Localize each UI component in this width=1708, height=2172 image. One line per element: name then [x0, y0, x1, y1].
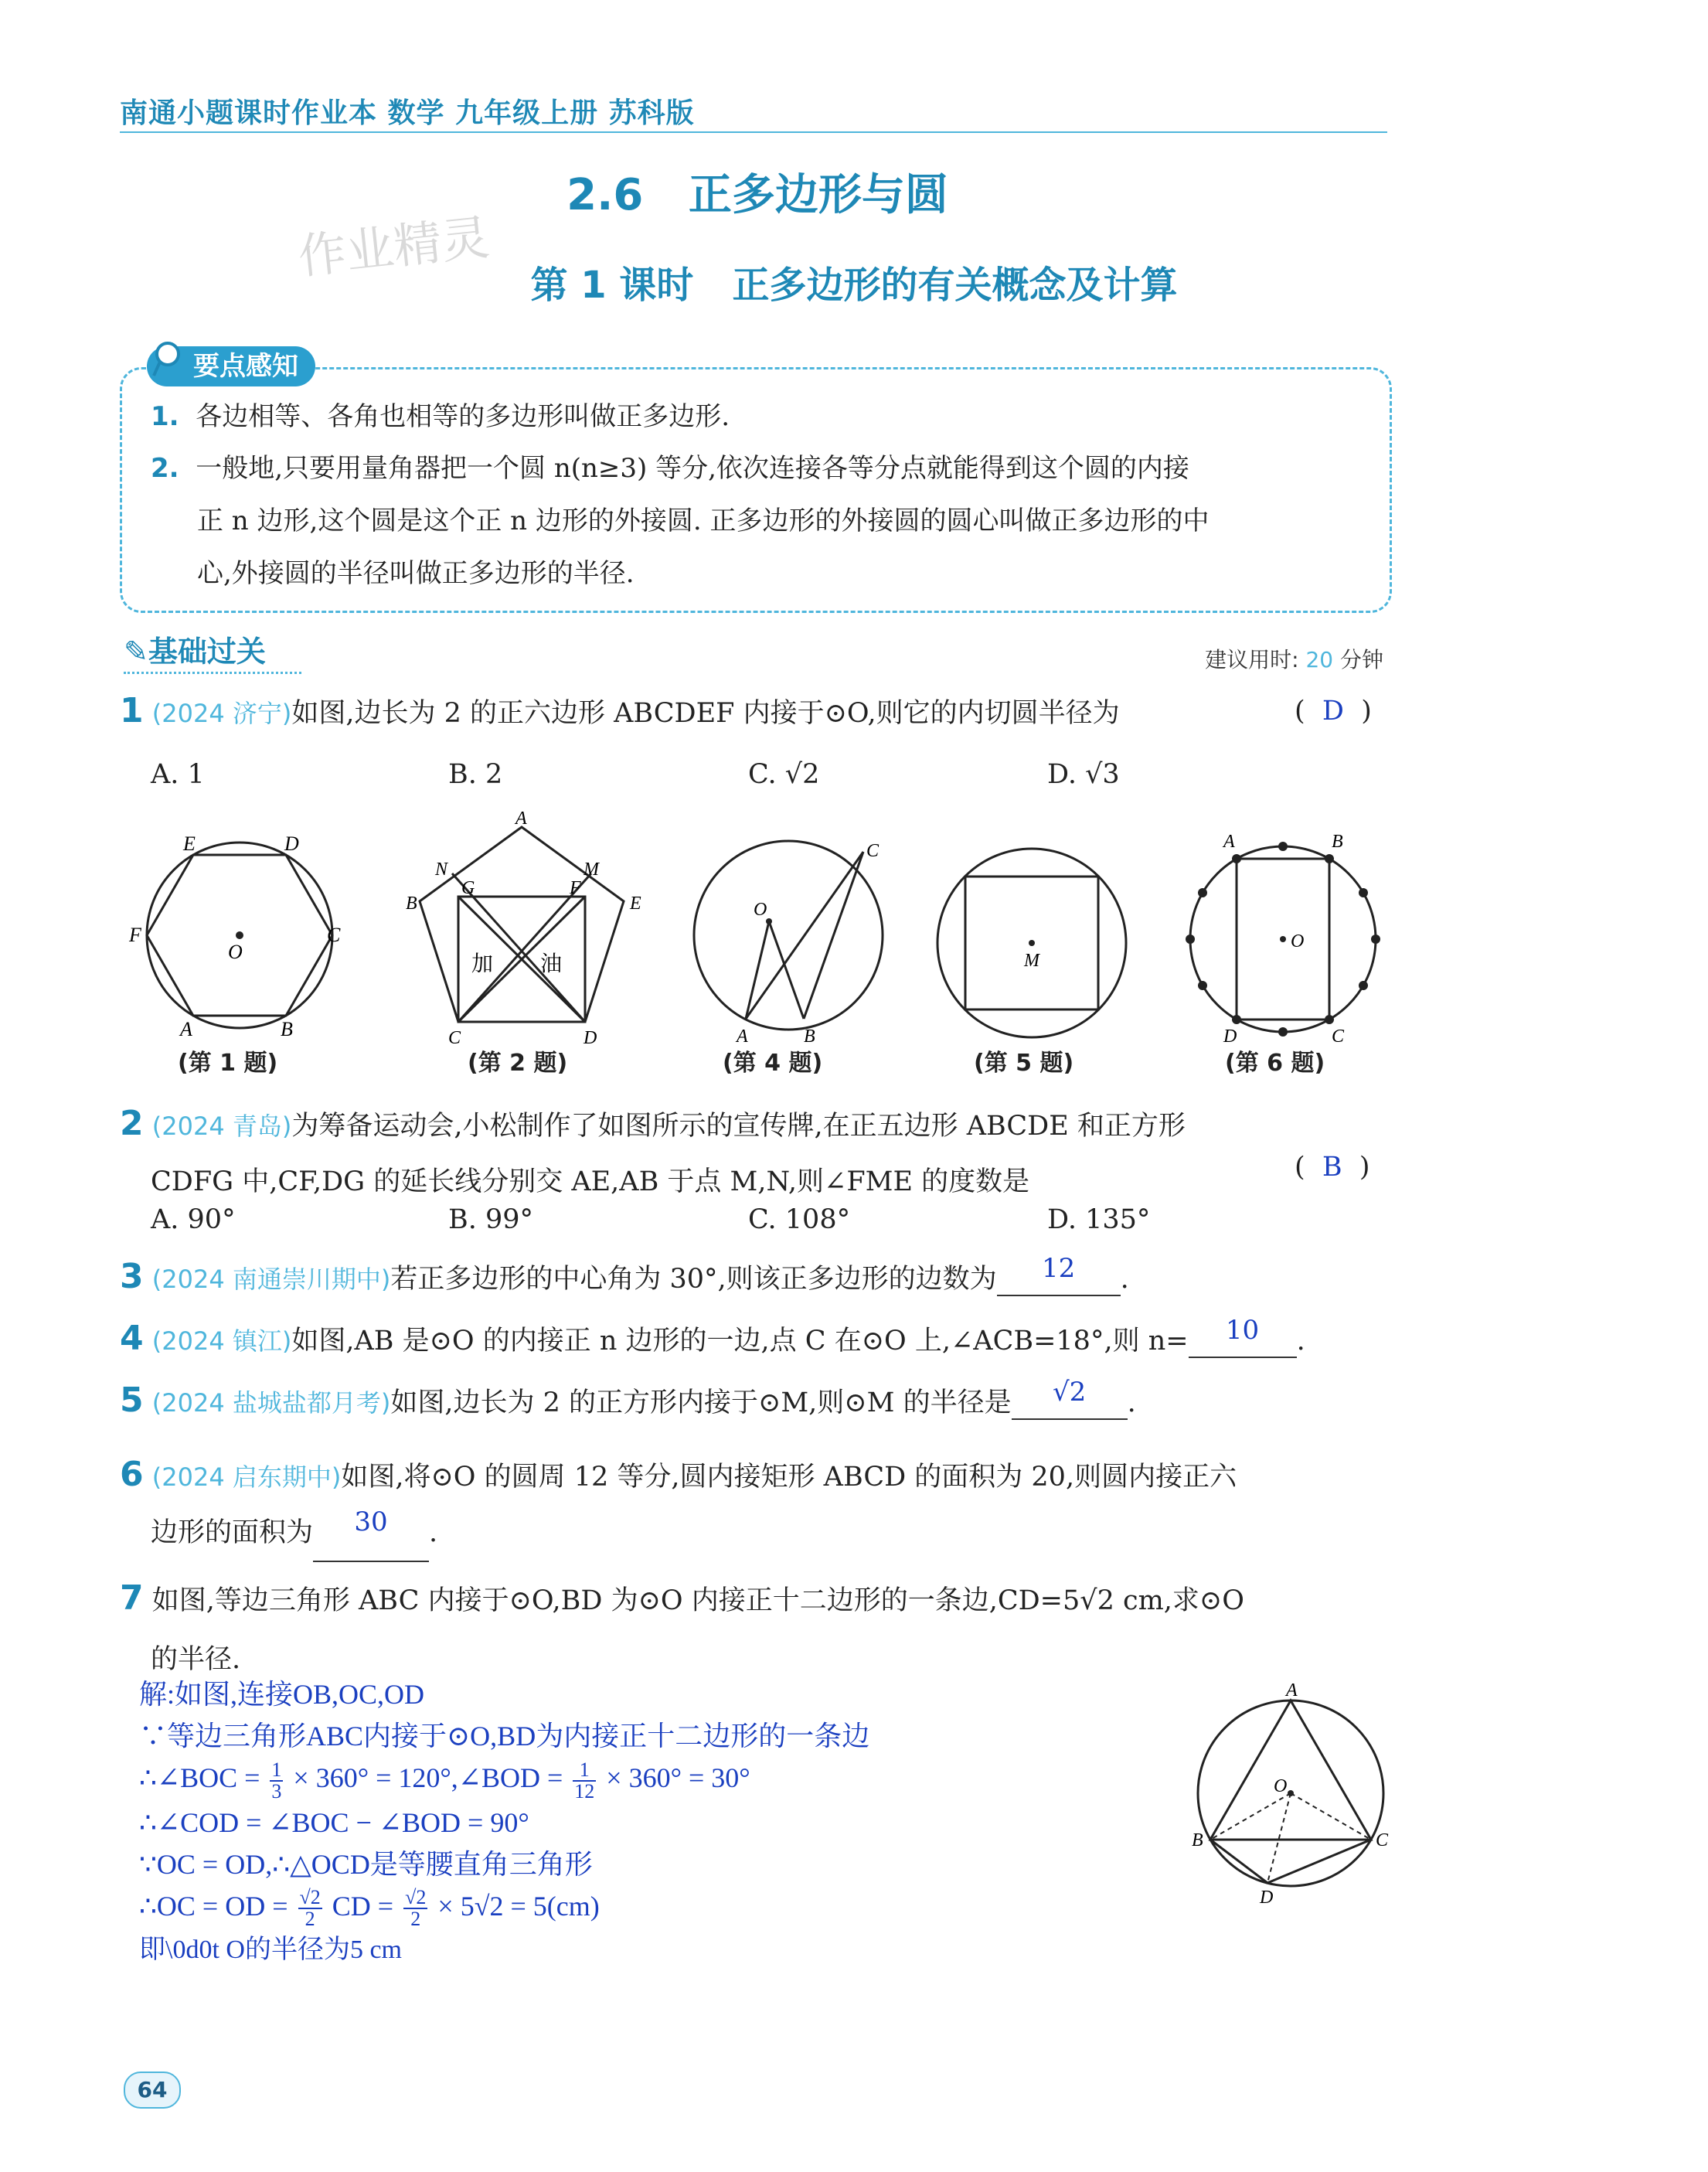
fig2-label-n: N [435, 860, 448, 880]
header-divider [120, 131, 1387, 133]
key-point-1: 1. 各边相等、各角也相等的多边形叫做正多边形. [151, 401, 730, 432]
fig1-label-d: D [284, 832, 299, 855]
fig2-label-you: 油 [540, 952, 563, 976]
question-2: 2 (2024 青岛)为筹备运动会,小松制作了如图所示的宣传牌,在正五边形 ABCDE 和正方形 CDFG 中,CF,DG 的延长线分别交 AE,AB 于点 M,N,则∠FME 的度数是 [120, 1104, 1186, 1197]
fig1-label-o: O [228, 941, 243, 963]
fraction-sqrt2-2-b: $\frac{√2}{2}$ [405, 1886, 427, 1931]
fraction-1-12: $\frac{1}{12}$ [574, 1758, 595, 1803]
fig1-label-c: C [327, 924, 341, 946]
pushpin-icon [151, 340, 186, 379]
suggested-time: 建议用时: 20 分钟 [1205, 647, 1383, 672]
q4-answer-blank: 10 [1189, 1326, 1297, 1358]
caption-fig6: (第 6 题) [1225, 1050, 1325, 1077]
fig7-label-b: B [1192, 1830, 1203, 1850]
question-1: 1 (2024 济宁)如图,边长为 2 的正六边形 ABCDEF 内接于⊙O,则它的内切圆半径为 [120, 691, 1120, 730]
fig1-label-f: F [129, 924, 141, 946]
q1-option-d: D. √3 [1047, 759, 1120, 790]
figure-7 [1182, 1677, 1414, 1909]
fig2-label-b: B [406, 894, 417, 914]
fig2-label-jia: 加 [471, 952, 494, 976]
basics-tag: ✎基础过关 [124, 635, 266, 669]
fig7-label-d: D [1260, 1888, 1274, 1908]
question-7: 7 如图,等边三角形 ABC 内接于⊙O,BD 为⊙O 内接正十二边形的一条边,CD=5√2 cm,求⊙O 的半径. [120, 1578, 1244, 1675]
book-header: 南通小题课时作业本 数学 九年级上册 苏科版 [120, 97, 695, 129]
section-title [0, 161, 1515, 223]
fig2-label-a: A [515, 809, 527, 829]
fig6-label-a: A [1223, 832, 1235, 852]
q3-answer-blank: 12 [997, 1264, 1121, 1296]
fig2-label-d: D [584, 1028, 597, 1048]
section-name: 正多边形与圆 [688, 170, 948, 220]
fig2-label-e: E [630, 894, 641, 914]
q2-option-d: D. 135° [1047, 1204, 1151, 1235]
q1-option-c: C. √2 [748, 759, 820, 790]
q5-answer-blank: √2 [1012, 1387, 1128, 1420]
key-point-2: 2. 一般地,只要用量角器把一个圆 n(n≥3) 等分,依次连接各等分点就能得到这个圆的内接 正 n 边形,这个圆是这个正 n 边形的外接圆. 正多边形的外接圆的圆心叫做正多边形的中 心,外接圆的半径叫做正多边形的半径. [151, 453, 1210, 589]
fig4-label-a: A [737, 1026, 748, 1047]
caption-fig1: (第 1 题) [178, 1050, 278, 1077]
q1-option-a: A. 1 [151, 759, 205, 790]
q2-option-a: A. 90° [151, 1204, 236, 1235]
fig7-label-a: A [1286, 1680, 1298, 1700]
lesson-title [0, 255, 1708, 308]
fig2-label-f: F [570, 878, 581, 898]
fig5-center-dot [1029, 940, 1035, 946]
fig2-label-m: M [584, 860, 599, 880]
fig1-center-dot [236, 931, 243, 939]
key-points-tag: 要点感知 [147, 346, 315, 386]
figures-row [120, 809, 1403, 1074]
q6-answer-blank: 30 [313, 1505, 429, 1562]
figure-4 [694, 841, 883, 1030]
lesson-name: 正多边形的有关概念及计算 [732, 264, 1178, 307]
solution: 解:如图,连接OB,OC,OD ∵等边三角形ABC内接于⊙O,BD为内接正十二边形的一条边 ∴∠BOC = $\frac{1}{3}$ × 360° = 120°,∠BOD = $\frac{1}{12}$ × 360° = 30° ∴∠COD = ∠BOC − ∠BOD = 90° ∵OC = OD,∴△OCD是等腰直角三角形 ∴OC = OD = $\frac{√2}{2}$ CD = $\frac{√2}{2}$ × 5√2 = 5(cm) 即\0d0t O的半径为5 cm [139, 1679, 870, 1965]
caption-fig2: (第 2 题) [468, 1050, 568, 1077]
fig6-label-d: D [1223, 1026, 1237, 1047]
question-5: 5 (2024 盐城盐都月考)如图,边长为 2 的正方形内接于⊙M,则⊙M 的半径是 √2 . [120, 1377, 1136, 1420]
page-number: 64 [124, 2072, 181, 2109]
q2-option-c: C. 108° [748, 1204, 851, 1235]
fig1-label-a: A [180, 1018, 192, 1040]
fig1-label-e: E [183, 832, 196, 855]
q2-answer-bracket: ( B ) [1295, 1152, 1370, 1183]
fig2-label-c: C [448, 1028, 461, 1048]
question-4: 4 (2024 镇江)如图,AB 是⊙O 的内接正 n 边形的一边,点 C 在⊙O 上,∠ACB=18°,则 n= 10 . [120, 1315, 1305, 1358]
pencil-icon: ✎ [124, 635, 148, 669]
fig5-label-m: M [1024, 951, 1039, 971]
fig4-label-b: B [804, 1026, 815, 1047]
fraction-1-3: $\frac{1}{3}$ [271, 1758, 282, 1803]
question-3: 3 (2024 南通崇川期中)若正多边形的中心角为 30°,则该正多边形的边数为 12 . [120, 1253, 1129, 1296]
caption-fig4: (第 4 题) [723, 1050, 823, 1077]
fig7-label-o: O [1274, 1776, 1288, 1796]
q2-option-b: B. 99° [448, 1204, 534, 1235]
fig6-center-dot [1280, 936, 1286, 942]
caption-fig5: (第 5 题) [974, 1050, 1074, 1077]
fig4-label-o: O [754, 900, 767, 920]
fig7-label-c: C [1376, 1830, 1389, 1850]
fraction-sqrt2-2-a: $\frac{√2}{2}$ [299, 1886, 321, 1931]
section-number: 2.6 [566, 170, 644, 220]
fig4-label-c: C [866, 841, 880, 861]
lesson-label: 第 1 课时 [530, 264, 694, 307]
watermark: 作业精灵 [295, 209, 492, 285]
fig2-label-g: G [461, 878, 475, 898]
fig6-label-c: C [1332, 1026, 1345, 1047]
q1-option-b: B. 2 [448, 759, 503, 790]
fig1-label-b: B [281, 1018, 293, 1040]
fig6-label-b: B [1332, 832, 1343, 852]
question-6: 6 (2024 启东期中)如图,将⊙O 的圆周 12 等分,圆内接矩形 ABCD 的面积为 20,则圆内接正六 边形的面积为 30 . [120, 1447, 1237, 1562]
fig6-label-o: O [1291, 931, 1305, 952]
basics-underline [124, 669, 301, 674]
figure-2 [420, 827, 624, 1022]
q1-answer-bracket: ( D ) [1295, 696, 1372, 727]
